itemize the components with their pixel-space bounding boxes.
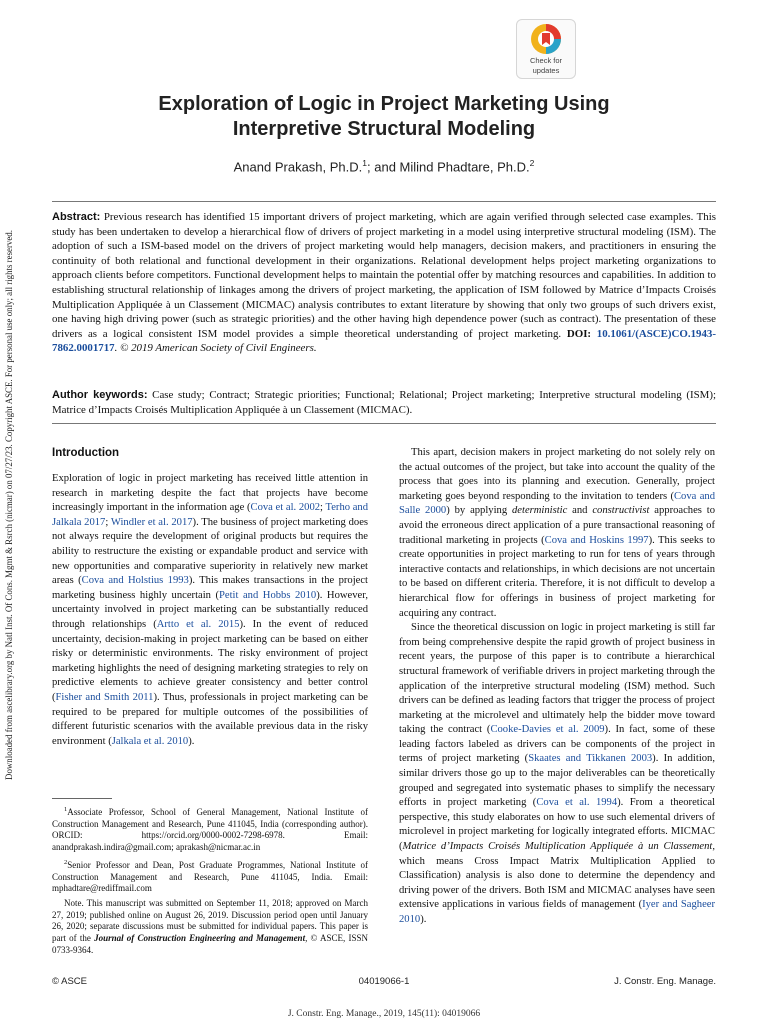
author-2-affiliation: 2: [529, 158, 535, 168]
abstract-top-rule: [52, 201, 716, 202]
abstract-label: Abstract:: [52, 211, 101, 223]
footer-publisher: © ASCE: [52, 976, 87, 987]
badge-label-1: Check for: [529, 56, 563, 65]
footnote-2: $^2$Senior Professor and Dean, Post Graduate Programmes, National Institute of Construction Management and Research, Pune 411045, India. Email: mphadtare@rediffmail.com: [52, 858, 368, 894]
abstract-body: Previous research has identified 15 important drivers of project marketing, which are again verified through selected case examples. This study has been undertaken to develop a hierarchical flow of drivers of project marketing in a model using interpretive structural modeling (ISM). The adoption of such a ISM-based model on the drivers of project marketing would help managers, decision makers, and practitioners in ensuring the continuity of both relational and functional development in their organizations. Relational development helps project marketing organizations to approach clients before competitors. Functional development helps to maintain the potential offer by matching resources and capabilities. In addition to establishing structural relationship of linkages among the drivers of project marketing, the application of ISM followed by Matrice d’Impacts Croisés Multiplication Appliquée à un Classement (MICMAC) analysis contributes to extant literature by showing that only two groups of such drivers exist, one having high driving power (such as strategic priorities) and the other having high dependence power (such as contract). The presentation of these drivers as a logical consistent ISM model provides a simple theoretical understanding of project marketing.: [52, 211, 716, 340]
copyright-notice: . © 2019 American Society of Civil Engineers.: [114, 342, 317, 355]
citation-link[interactable]: Artto et al. 2015: [156, 618, 240, 630]
citation-link[interactable]: Terho and Jalkala 2017: [52, 502, 369, 528]
title-line-2: Interpretive Structural Modeling: [232, 118, 536, 140]
citation-line: J. Constr. Eng. Manage., 2019, 145(11): 04019066: [287, 1009, 481, 1019]
section-heading-introduction: Introduction: [52, 447, 120, 459]
abstract: [52, 210, 716, 356]
citation-link[interactable]: Cova et al. 2002: [250, 502, 321, 514]
footer-page-id: 04019066-1: [358, 976, 410, 987]
footnote-rule: [52, 798, 112, 799]
badge-label-2: updates: [532, 66, 560, 75]
footer-journal: J. Constr. Eng. Manage.: [614, 976, 716, 987]
citation-link[interactable]: Jalkala et al. 2010: [111, 735, 189, 747]
manuscript-note: Note. This manuscript was submitted on September 11, 2018; approved on March 27, 2019; published online on August 26, 2019. Discussion period open until January 26, 2020; separate discussions must be submitted for individual papers. This paper is part of the Journal of Construction Engineering and Management, © ASCE, ISSN 0733-9364.: [52, 897, 369, 955]
citation-link[interactable]: Cova and Hoskins 1997: [544, 534, 649, 546]
citation-link[interactable]: Cova and Holstius 1993: [81, 575, 189, 587]
download-notice: [0, 180, 18, 830]
intro-paragraph-1: Exploration of logic in project marketing has received little attention in research in marketing despite the fact that projects have become increasingly important in the information age (Cova et al. 2002; Terho and Jalkala 2017; Windler et al. 2017). The business of project marketing does not always require the development of original products but requires the ability to restructure the existing or expandable product and service with new opportunities and comparative superiority in relatively new market areas (Cova and Holstius 1993). This makes transactions in the project marketing business highly uncertain (Petit and Hobbs 2010). However, uncertainty involved in project marketing can be substantially reduced through relationships (Artto et al. 2015). In the event of reduced uncertainty, decision-making in project marketing can be based on either risky or deterministic environments. The risky environment of project marketing highlights the need of designing marketing strategies to rely on predictive elements to achieve greater consistency and better control (Fisher and Smith 2011). Thus, professionals in project marketing can be required to be prepared for multiple outcomes of the possibilities of different futuristic scenarios with the available previous data in the risky environment (Jalkala et al. 2010).: [52, 473, 369, 747]
right-paragraph-2: Since the theoretical discussion on logic in project marketing is still far from being comprehensive despite the rapid growth of project business in recent years, the purpose of this paper is to contribute a hierarchical structural framework of verifiable drivers in project marketing through the application of the interpretive structural modeling (ISM) method. Such drivers can be defined as leading factors that trigger the process of project marketing at the microlevel and ultimately help the bidder move toward taking the contract (Cooke-Davies et al. 2009). In fact, some of these leading factors labeled as drivers can be components of the project in terms of project marketing (Skaates and Tikkanen 2003). In addition, similar drivers those go up to the major deliverables can be theoretically grouped and segregated into systematic phases to simplify the necessary efforts in project marketing (Cova et al. 1994). From a theoretical perspective, this study elaborates on how to use such elemental drivers of microlevel in project marketing for logically integrated efforts. MICMAC (Matrice d’Impacts Croisés Multiplication Appliquée à un Classement, which means Cross Impact Matrix Multiplication Applied to Classification) analysis is also done to determine the dependency and driving power of the drivers. Both ISM and MICMAC analyses have seen extensive applications in various fields of management (Iyer and Sagheer 2010).: [399, 622, 716, 925]
author-1: Anand Prakash, Ph.D.: [233, 159, 363, 175]
journal-name: Journal of Construction Engineering and Management: [94, 933, 306, 944]
citation-link[interactable]: Cova et al. 1994: [536, 797, 618, 809]
citation-link[interactable]: Fisher and Smith 2011: [55, 691, 154, 703]
right-column: [399, 446, 715, 928]
download-notice-text: Downloaded from ascelibrary.org by Natl Inst. Of Cons. Mgmt & Rsrch (nicmar) on 07/27/23. Copyright ASCE. For personal use only; all rights reserved.: [4, 230, 14, 780]
citation-link[interactable]: Windler et al. 2017: [110, 516, 193, 528]
author-separator: ; and Milind Phadtare, Ph.D.: [367, 159, 530, 175]
title-line-1: Exploration of Logic in Project Marketing Using: [158, 93, 610, 115]
check-for-updates-badge[interactable]: [516, 19, 576, 79]
footnotes: [52, 804, 368, 959]
right-paragraph-1: This apart, decision makers in project marketing do not solely rely on the actual outcomes of the project, but take into account the quality of the process that goes into its planning and execution. Generally, project marketing goes beyond responding to the invitation to tenders (Cova and Salle 2000) by applying deterministic and constructivist approaches to avoid the erroneous direct application of a pure transactional reasoning of traditional marketing in projects (Cova and Hoskins 1997). This seeks to create opportunities in project marketing to run for tens of years through interactive contacts and relationships, in which decisions are not uncertain to be based on different criteria. Therefore, it is not difficult to develop a hierarchical flow for offerings in business of project marketing for acquiring any contract.: [399, 447, 716, 619]
citation-link[interactable]: Petit and Hobbs 2010: [219, 589, 317, 601]
citation-link[interactable]: Iyer and Sagheer 2010: [399, 899, 715, 925]
doi-link[interactable]: 10.1061/(ASCE)CO.1943-7862.0001717: [52, 327, 716, 355]
citation-link[interactable]: Cova and Salle 2000: [399, 490, 715, 517]
keywords-label: Author keywords:: [52, 389, 148, 401]
author-1-affiliation: 1: [362, 158, 368, 168]
check-updates-icon: [530, 23, 562, 55]
left-column: [52, 446, 368, 749]
doi-label: DOI:: [566, 327, 592, 340]
citation-link[interactable]: Cooke-Davies et al. 2009: [490, 724, 605, 736]
paper-title: [60, 92, 708, 142]
keywords-bottom-rule: [52, 423, 716, 424]
keywords-body: Case study; Contract; Strategic priorities; Functional; Relational; Project marketing; Interpretive structural modeling (ISM); Matrice d’Impacts Croisés Multiplication Appliquée à un Classement (MICMAC).: [52, 389, 716, 416]
footnote-1: $^1$Associate Professor, School of General Management, National Institute of Construction Management and Research, Pune 411045, India (corresponding author). ORCID: https://orcid.org/0000-0002-7298-6978. Email: anandprakash.indira@gmail.com; aprakash@nicmar.ac.in: [52, 806, 368, 853]
author-line: [60, 158, 708, 174]
author-keywords: [52, 388, 716, 417]
citation-link[interactable]: Skaates and Tikkanen 2003: [528, 753, 653, 765]
